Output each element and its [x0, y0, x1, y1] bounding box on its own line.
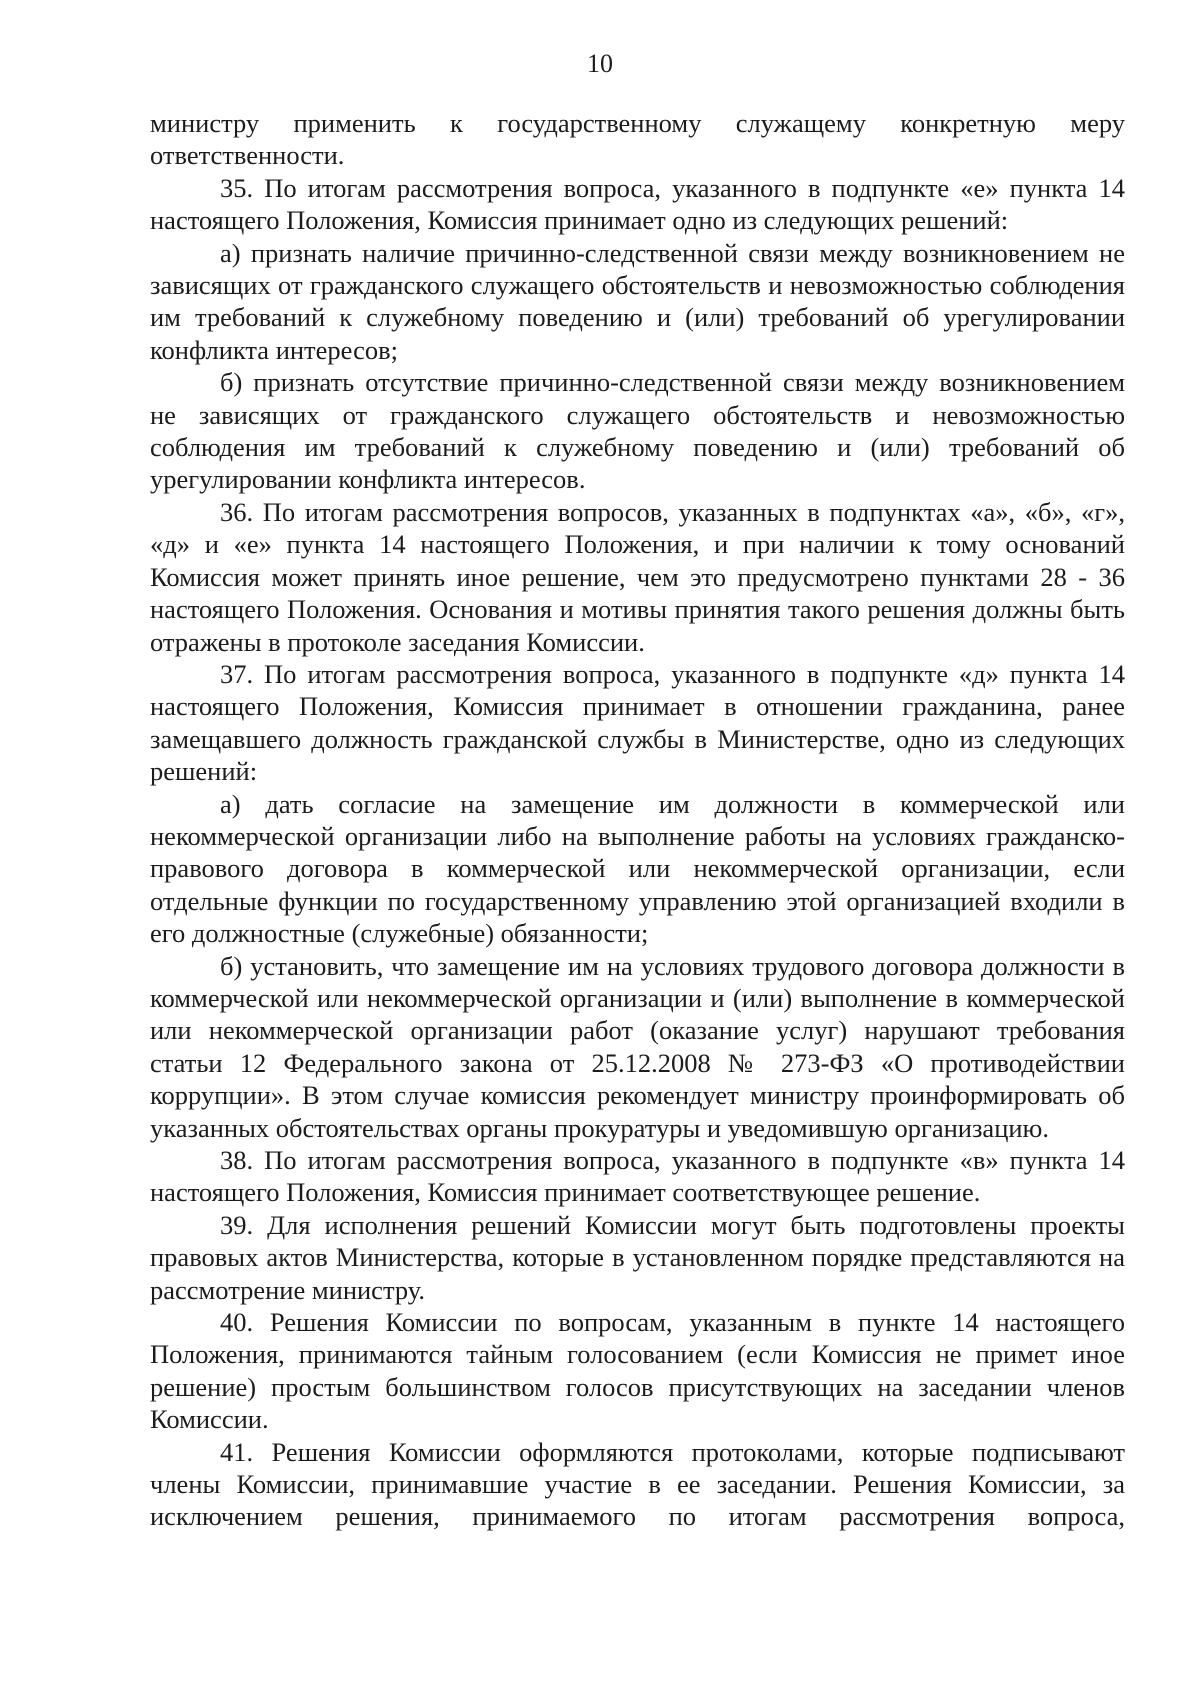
paragraph-35: 35. По итогам рассмотрения вопроса, указанного в подпункте «е» пункта 14 настоящего Положения, Комиссия принимает одно из следующих решений:	[150, 172, 1125, 236]
paragraph-35-b: б) признать отсутствие причинно-следственной связи между возникновением не зависящих от гражданского служащего обстоятельств и невозможностью соблюдения им требований к служебному поведению и (или) требований об урегулировании конфликта интересов.	[150, 367, 1125, 495]
paragraph-37-b: б) установить, что замещение им на условиях трудового договора должности в коммерческой или некоммерческой организации и (или) выполнение в коммерческой или некоммерческой организации работ (оказание услуг) нарушают требования статьи 12 Федерального закона от 25.12.2008 № 273-ФЗ «О противодействии коррупции». В этом случае комиссия рекомендует министру проинформировать об указанных обстоятельствах органы прокуратуры и уведомившую организацию.	[150, 950, 1125, 1143]
paragraph-36: 36. По итогам рассмотрения вопросов, указанных в подпунктах «а», «б», «г», «д» и «е» пункта 14 настоящего Положения, и при наличии к тому оснований Комиссия может принять иное решение, чем это предусмотрено пунктами 28 - 36 настоящего Положения. Основания и мотивы принятия такого решения должны быть отражены в протоколе заседания Комиссии.	[150, 496, 1125, 657]
paragraph-35-a: а) признать наличие причинно-следственной связи между возникновением не зависящих от гражданского служащего обстоятельств и невозможностью соблюдения им требований к служебному поведению и (или) требований об урегулировании конфликта интересов;	[150, 237, 1125, 365]
paragraph-41: 41. Решения Комиссии оформляются протоколами, которые подписывают члены Комиссии, принимавшие участие в ее заседании. Решения Комиссии, за исключением решения, принимаемого по итогам рассмотрения вопроса,	[150, 1436, 1125, 1532]
paragraph-37: 37. По итогам рассмотрения вопроса, указанного в подпункте «д» пункта 14 настоящего Положения, Комиссия принимает в отношении гражданина, ранее замещавшего должность гражданской службы в Министерстве, одно из следующих решений:	[150, 658, 1125, 787]
paragraph-39: 39. Для исполнения решений Комиссии могут быть подготовлены проекты правовых актов Министерства, которые в установленном порядке представляются на рассмотрение министру.	[150, 1209, 1125, 1305]
paragraph-continuation: министру применить к государственному служащему конкретную меру ответственности.	[150, 108, 1125, 171]
paragraph-37-a: а) дать согласие на замещение им должности в коммерческой или некоммерческой организации либо на выполнение работы на условиях гражданско-правового договора в коммерческой или некоммерческой организации, если отдельные функции по государственному управлению этой организацией входили в его должностные (служебные) обязанности;	[150, 788, 1125, 949]
paragraph-38: 38. По итогам рассмотрения вопроса, указанного в подпункте «в» пункта 14 настоящего Положения, Комиссия принимает соответствующее решение.	[150, 1145, 1125, 1208]
page-number: 10	[587, 49, 613, 78]
paragraph-40: 40. Решения Комиссии по вопросам, указанным в пункте 14 настоящего Положения, принимаются тайным голосованием (если Комиссия не примет иное решение) простым большинством голосов присутствующих на заседании членов Комиссии.	[150, 1307, 1125, 1435]
document-body	[150, 107, 1125, 1533]
